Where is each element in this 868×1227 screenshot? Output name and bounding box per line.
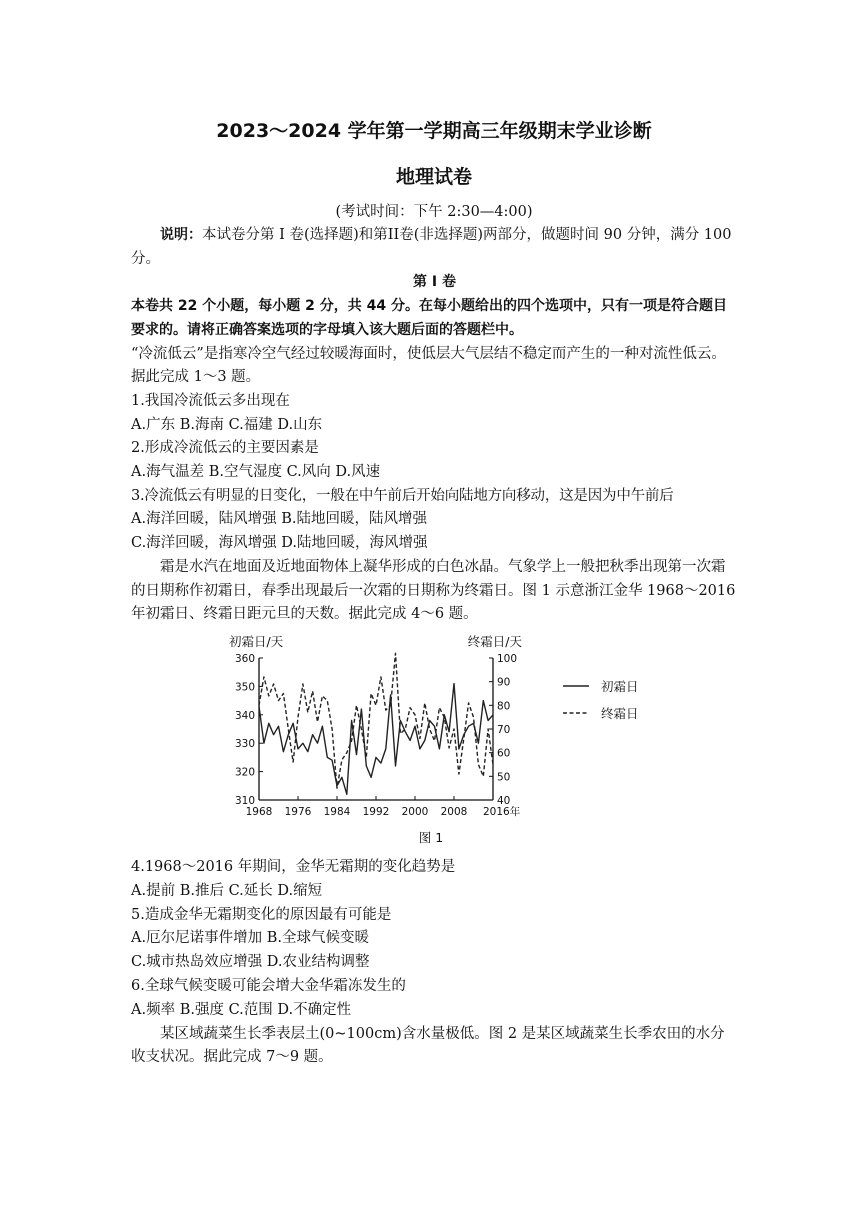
right-tick-label: 60 (497, 747, 511, 760)
left-tick-label: 350 (234, 681, 255, 694)
x-tick-label: 1984 (323, 806, 351, 818)
x-tick-label: 2000 (401, 806, 429, 818)
chart-caption: 图 1 (418, 830, 444, 845)
question-1-stem: 1.我国冷流低云多出现在 (131, 392, 290, 409)
legend-label: 终霜日 (601, 706, 639, 721)
exam-title: 2023～2024 学年第一学期高三年级期末学业诊断 (216, 120, 652, 142)
exam-body-top (131, 224, 738, 627)
right-tick-label: 90 (497, 676, 511, 689)
legend-label: 初霜日 (601, 679, 639, 694)
series-line-last-frost (259, 653, 493, 788)
frost-chart-svg (215, 628, 675, 850)
right-tick-label: 70 (497, 724, 511, 736)
left-tick-label: 320 (234, 766, 255, 779)
x-tick-label: 1992 (362, 806, 390, 818)
left-tick-label: 330 (234, 738, 255, 751)
question-3-options-cd: C.海洋回暖，海风增强 D.陆地回暖，海风增强 (131, 535, 428, 552)
question-4-stem: 4.1968～2016 年期间，金华无霜期的变化趋势是 (131, 859, 456, 875)
passage-1: “冷流低云”是指寒冷空气经过较暖海面时，使低层大气层结不稳定而产生的一种对流性低云。据此完成 1～3 题。 (131, 345, 726, 386)
question-5-options-cd: C.城市热岛效应增强 D.农业结构调整 (131, 954, 370, 971)
question-5-stem: 5.造成金华无霜期变化的原因最有可能是 (131, 906, 392, 923)
left-tick-label: 340 (234, 709, 255, 722)
right-tick-label: 80 (497, 700, 511, 713)
x-tick-label: 2008 (440, 806, 468, 818)
section-title: 第 I 卷 (413, 274, 456, 291)
section-note: 本卷共 22 个小题，每小题 2 分，共 44 分。在每小题给出的四个选项中，只有一项是符合题目要求的。请将正确答案选项的字母填入该大题后面的答题栏中。 (131, 298, 727, 338)
exam-subject: 地理试卷 (395, 166, 472, 188)
question-1-options: A.广东 B.海南 C.福建 D.山东 (131, 416, 323, 433)
exam-body-bottom (131, 856, 738, 1070)
question-3-options-ab: A.海洋回暖，陆风增强 B.陆地回暖，陆风增强 (131, 511, 427, 528)
question-2-options: A.海气温差 B.空气湿度 C.风向 D.风速 (131, 464, 381, 481)
left-axis-label: 初霜日/天 (229, 634, 284, 649)
right-tick-label: 50 (497, 771, 511, 784)
question-6-options: A.频率 B.强度 C.范围 D.不确定性 (131, 1001, 352, 1018)
instructions-label: 说明： (160, 227, 202, 243)
question-4-options: A.提前 B.推后 C.延长 D.缩短 (131, 882, 323, 899)
passage-2: 霜是水汽在地面及近地面物体上凝华形成的白色冰晶。气象学上一般把秋季出现第一次霜的日期称作初霜日，春季出现最后一次霜的日期称为终霜日。图 1 示意浙江金华 1968～2016 年初霜日、终霜日距元旦的天数。据此完成 4～6 题。 (131, 558, 736, 623)
x-tick-label: 1968 (245, 806, 273, 818)
x-tick-label: 2016年 (483, 806, 521, 818)
question-2-stem: 2.形成冷流低云的主要因素是 (131, 440, 319, 457)
instructions (131, 224, 738, 271)
right-tick-label: 40 (497, 795, 511, 807)
passage-3: 某区域蔬菜生长季表层土(0~100cm)含水量极低。图 2 是某区域蔬菜生长季农田的水分收支状况。据此完成 7～9 题。 (131, 1025, 725, 1066)
series-line-first-frost (259, 684, 493, 795)
right-tick-label: 100 (497, 653, 518, 665)
x-tick-label: 1976 (284, 806, 312, 818)
question-5-options-ab: A.厄尔尼诺事件增加 B.全球气候变暖 (131, 930, 369, 947)
question-3-stem: 3.冷流低云有明显的日变化，一般在中午前后开始向陆地方向移动，这是因为中午前后 (131, 487, 674, 504)
exam-time: (考试时间：下午 2:30—4:00) (335, 204, 533, 220)
question-6-stem: 6.全球气候变暖可能会增大金华霜冻发生的 (131, 977, 406, 994)
instructions-text: 本试卷分第 I 卷(选择题)和第II卷(非选择题)两部分，做题时间 90 分钟，满分 100 分。 (131, 227, 732, 267)
frost-chart (215, 628, 675, 850)
right-axis-label: 终霜日/天 (467, 634, 522, 649)
left-tick-label: 310 (234, 795, 255, 807)
left-tick-label: 360 (234, 653, 255, 665)
